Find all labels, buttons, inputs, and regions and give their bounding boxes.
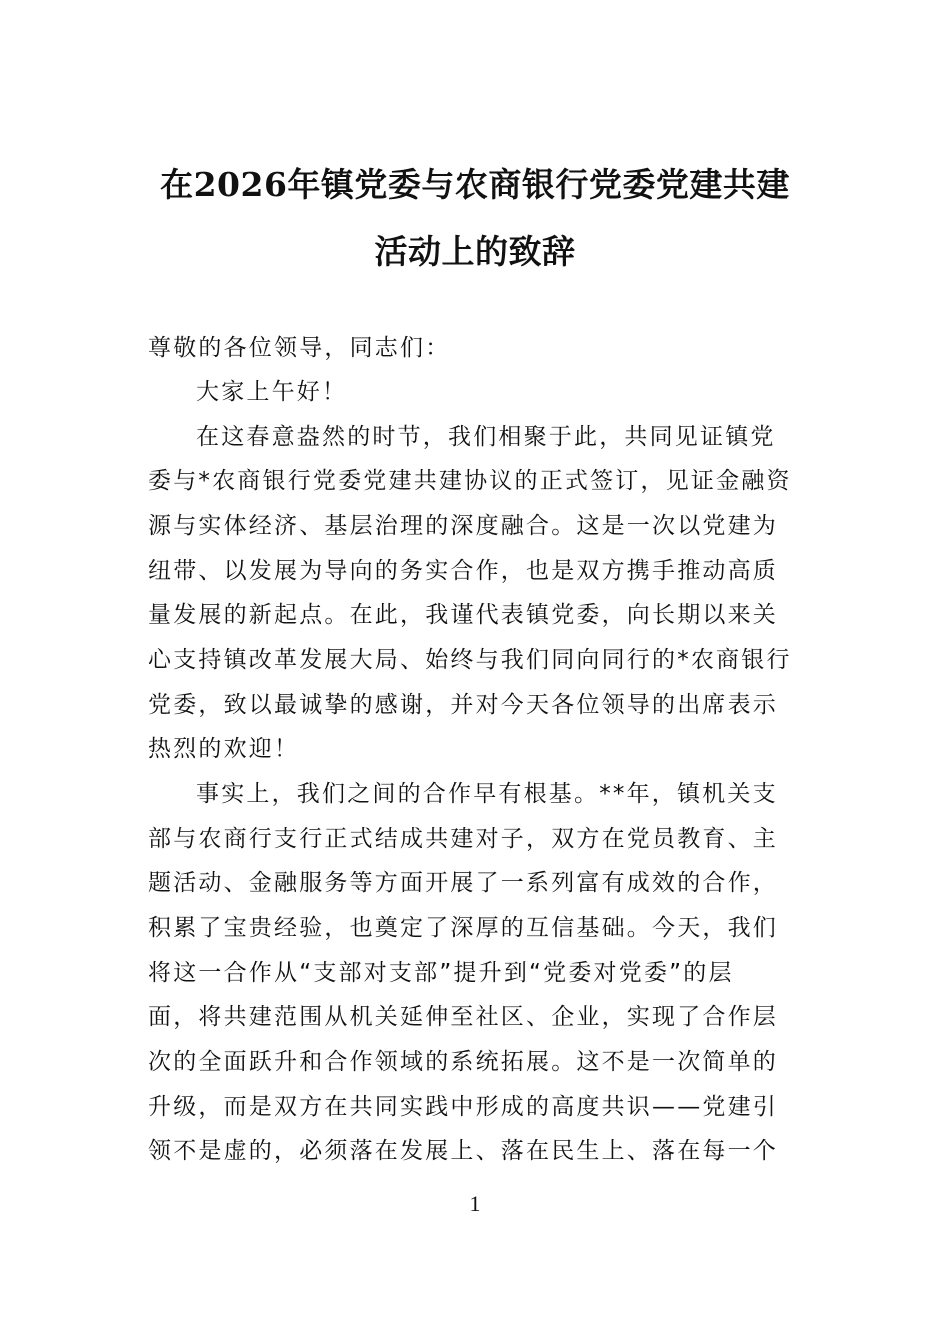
- paragraph-1-line: 在这春意盎然的时节，我们相聚于此，共同见证镇党: [196, 424, 776, 450]
- document-title-line-1: 在2026年镇党委与农商银行党委党建共建: [160, 165, 790, 204]
- paragraph-1-line: 纽带、以发展为导向的务实合作，也是双方携手推动高质: [148, 558, 778, 584]
- paragraph-2-line: 积累了宝贵经验，也奠定了深厚的互信基础。今天，我们: [148, 915, 778, 941]
- paragraph-2-line: 领不是虚的，必须落在发展上、落在民生上、落在每一个: [148, 1138, 778, 1164]
- document-title-line-2: 活动上的致辞: [374, 232, 576, 271]
- paragraph-2-line: 事实上，我们之间的合作早有根基。**年，镇机关支: [196, 781, 778, 807]
- salutation: 尊敬的各位领导，同志们：: [148, 335, 451, 361]
- paragraph-1-line: 党委，致以最诚挚的感谢，并对今天各位领导的出席表示: [148, 692, 778, 718]
- paragraph-1-line: 委与*农商银行党委党建共建协议的正式签订，见证金融资: [148, 468, 792, 494]
- greeting: 大家上午好！: [196, 379, 348, 405]
- paragraph-1-line: 心支持镇改革发展大局、始终与我们同向同行的*农商银行: [148, 647, 792, 673]
- paragraph-1-line: 热烈的欢迎！: [148, 736, 300, 762]
- paragraph-1-line: 量发展的新起点。在此，我谨代表镇党委，向长期以来关: [148, 602, 778, 628]
- paragraph-2-line: 次的全面跃升和合作领域的系统拓展。这不是一次简单的: [148, 1049, 778, 1075]
- page-number: 1: [469, 1191, 481, 1216]
- paragraph-1-line: 源与实体经济、基层治理的深度融合。这是一次以党建为: [148, 513, 778, 539]
- paragraph-2-line: 题活动、金融服务等方面开展了一系列富有成效的合作，: [148, 870, 778, 896]
- paragraph-2-line: 将这一合作从“支部对支部”提升到“党委对党委”的层: [148, 960, 734, 986]
- paragraph-2-line: 部与农商行支行正式结成共建对子，双方在党员教育、主: [148, 826, 778, 852]
- paragraph-2-line: 面，将共建范围从机关延伸至社区、企业，实现了合作层: [148, 1004, 778, 1030]
- paragraph-2-line: 升级，而是双方在共同实践中形成的高度共识——党建引: [148, 1094, 778, 1120]
